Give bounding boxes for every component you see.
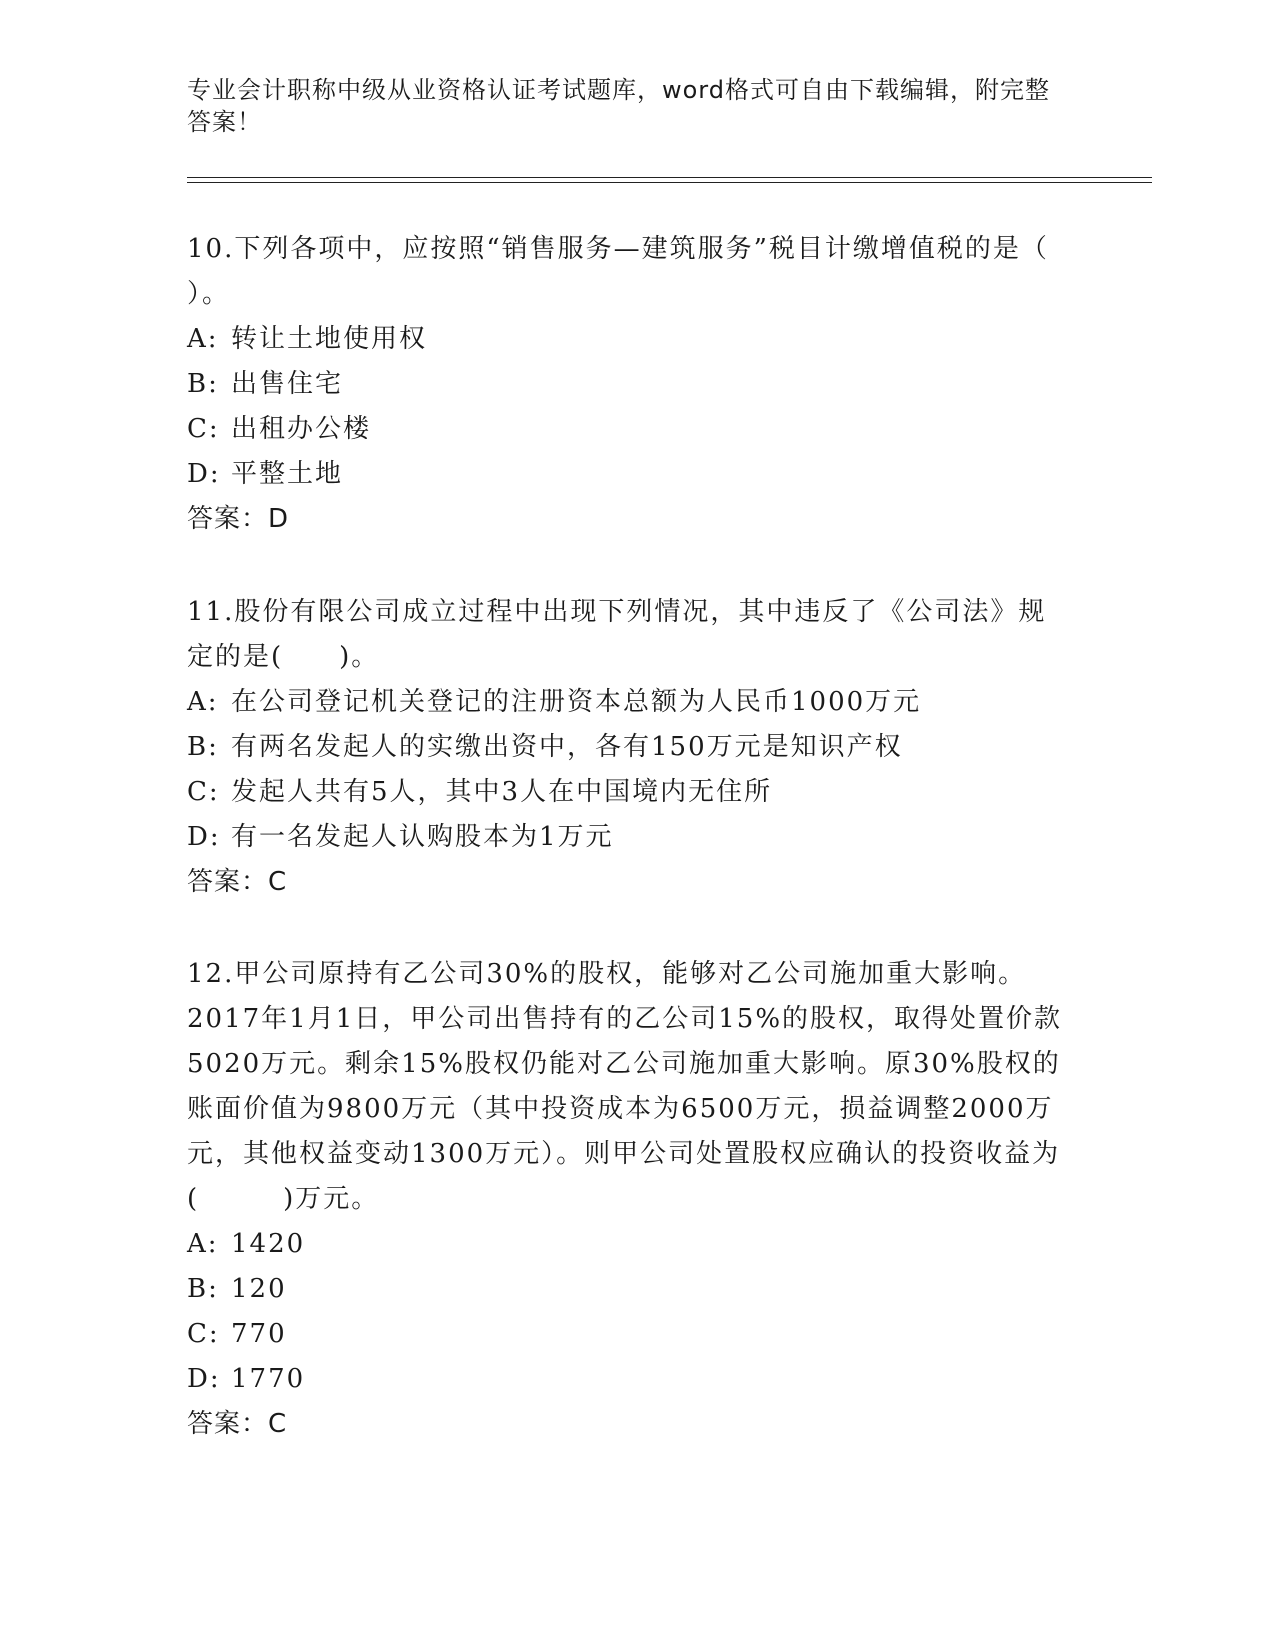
question-12 <box>187 952 1067 1447</box>
option-key: A: <box>187 687 219 717</box>
option-label: 发起人共有5人，其中3人在中国境内无住所 <box>231 777 773 807</box>
option-key: D: <box>187 822 221 852</box>
answer: 答案：C <box>187 867 288 897</box>
option-label: 在公司登记机关登记的注册资本总额为人民币1000万元 <box>231 687 922 717</box>
option-label: 出售住宅 <box>231 369 344 399</box>
option-c <box>187 407 1067 452</box>
option-d <box>187 452 1067 497</box>
question-text: 10.下列各项中，应按照“销售服务—建筑服务”税目计缴增值税的是（ ）。 <box>187 234 1049 309</box>
option-b <box>187 362 1067 407</box>
option-b <box>187 725 1067 770</box>
header-note: 专业会计职称中级从业资格认证考试题库，word格式可自由下载编辑，附完整答案！ <box>187 76 1050 136</box>
option-b <box>187 1267 1067 1312</box>
option-label: 120 <box>231 1274 287 1304</box>
option-key: D: <box>187 1364 221 1394</box>
option-a <box>187 1222 1067 1267</box>
option-c <box>187 770 1067 815</box>
option-label: 出租办公楼 <box>231 414 372 444</box>
option-label: 平整土地 <box>231 459 344 489</box>
question-text: 12.甲公司原持有乙公司30%的股权，能够对乙公司施加重大影响。2017年1月1日，甲公司出售持有的乙公司15%的股权，取得处置价款5020万元。剩余15%股权仍能对乙公司施加重大影响。原30%股权的账面价值为9800万元（其中投资成本为6500万元，损益调整2000万元，其他权益变动1300万元）。则甲公司处置股权应确认的投资收益为( )万元。 <box>187 959 1063 1214</box>
option-a <box>187 680 1067 725</box>
option-label: 转让土地使用权 <box>231 324 428 354</box>
option-a <box>187 317 1067 362</box>
option-key: B: <box>187 1274 219 1304</box>
option-key: A: <box>187 324 219 354</box>
option-key: A: <box>187 1229 219 1259</box>
option-d <box>187 815 1067 860</box>
answer: 答案：D <box>187 504 290 534</box>
option-key: C: <box>187 777 220 807</box>
question-text: 11.股份有限公司成立过程中出现下列情况，其中违反了《公司法》规定的是( )。 <box>187 597 1047 672</box>
option-label: 有一名发起人认购股本为1万元 <box>231 822 614 852</box>
header-divider <box>187 177 1152 183</box>
option-label: 1420 <box>231 1229 306 1259</box>
question-10 <box>187 227 1067 542</box>
option-key: C: <box>187 1319 220 1349</box>
option-key: C: <box>187 414 220 444</box>
option-c <box>187 1312 1067 1357</box>
option-key: D: <box>187 459 221 489</box>
question-11 <box>187 590 1067 905</box>
answer: 答案：C <box>187 1409 288 1439</box>
option-label: 1770 <box>231 1364 306 1394</box>
option-key: B: <box>187 732 219 762</box>
option-label: 770 <box>231 1319 287 1349</box>
option-label: 有两名发起人的实缴出资中，各有150万元是知识产权 <box>231 732 903 762</box>
option-key: B: <box>187 369 219 399</box>
option-d <box>187 1357 1067 1402</box>
